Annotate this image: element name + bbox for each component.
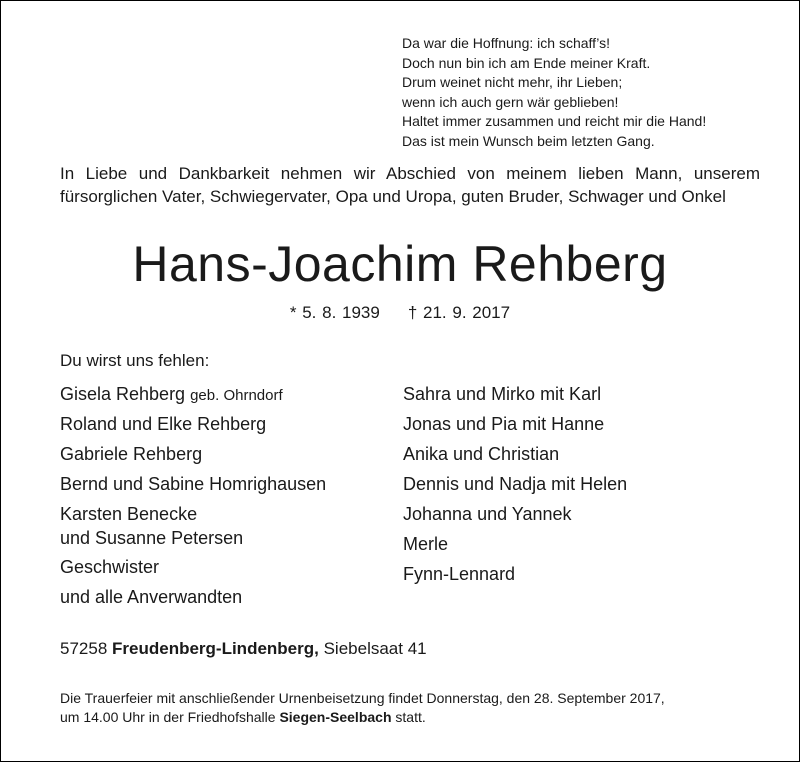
mourner-entry: Bernd und Sabine Homrighausen (60, 474, 327, 494)
mourner-entry: Merle (403, 534, 449, 554)
mourner-name: Gisela Rehberg (60, 384, 186, 404)
funeral-notice (60, 689, 750, 727)
poem-line: Haltet immer zusammen und reicht mir die Hand! (402, 113, 707, 129)
mourner-entry: Jonas und Pia mit Hanne (403, 414, 605, 434)
notice-place: Siegen-Seelbach (279, 709, 392, 725)
notice-line: Die Trauerfeier mit anschließender Urnenbeisetzung findet Donnerstag, den 28. September 2017, (60, 690, 665, 706)
mourner-entry: Anika und Christian (403, 444, 560, 464)
poem-line: wenn ich auch gern wär geblieben! (402, 93, 619, 110)
address-town: Freudenberg-Lindenberg, (112, 639, 319, 658)
life-dates (0, 302, 800, 324)
poem-line: Doch nun bin ich am Ende meiner Kraft. (402, 54, 651, 71)
mourner-entry: Johanna und Yannek (403, 504, 572, 524)
family-address (60, 638, 427, 660)
poem-line: Da war die Hoffnung: ich schaff’s! (402, 35, 611, 51)
mourner-entry: Fynn-Lennard (403, 564, 516, 584)
mourner-entry: Dennis und Nadja mit Helen (403, 474, 628, 494)
notice-text: um 14.00 Uhr in der Friedhofshalle (60, 709, 276, 725)
miss-line: Du wirst uns fehlen: (60, 351, 210, 370)
address-street: Siebelsaat 41 (323, 639, 427, 658)
notice-line (60, 708, 750, 727)
mourner-line: und Susanne Petersen (60, 528, 244, 548)
deceased-name: Hans-Joachim Rehberg (132, 236, 668, 292)
birth-date: * 5. 8. 1939 (289, 303, 380, 322)
mourner-entry (60, 502, 326, 555)
death-date: † 21. 9. 2017 (407, 303, 511, 322)
mourner-line: Karsten Benecke (60, 504, 198, 524)
mourner-entry: Gabriele Rehberg (60, 444, 203, 464)
mourner-entry: Geschwister (60, 557, 160, 577)
mourner-entry: und alle Anverwandten (60, 587, 243, 607)
mourner-entry (60, 382, 326, 412)
maiden-name: geb. Ohrndorf (190, 387, 283, 404)
address-zip: 57258 (60, 639, 108, 658)
mourners-left-column (60, 382, 326, 615)
poem (402, 34, 706, 151)
notice-text: statt. (395, 709, 426, 725)
poem-line: Drum weinet nicht mehr, ihr Lieben; (402, 74, 623, 90)
poem-line: Das ist mein Wunsch beim letzten Gang. (402, 132, 655, 149)
mourner-entry: Roland und Elke Rehberg (60, 414, 267, 434)
intro-text: In Liebe und Dankbarkeit nehmen wir Abschied von meinem lieben Mann, unserem fürsorglichen Vater, Schwiegervater, Opa und Uropa, guten Bruder, Schwager und Onkel (60, 164, 760, 206)
mourners-right-column (403, 382, 627, 592)
mourner-entry: Sahra und Mirko mit Karl (403, 384, 602, 404)
